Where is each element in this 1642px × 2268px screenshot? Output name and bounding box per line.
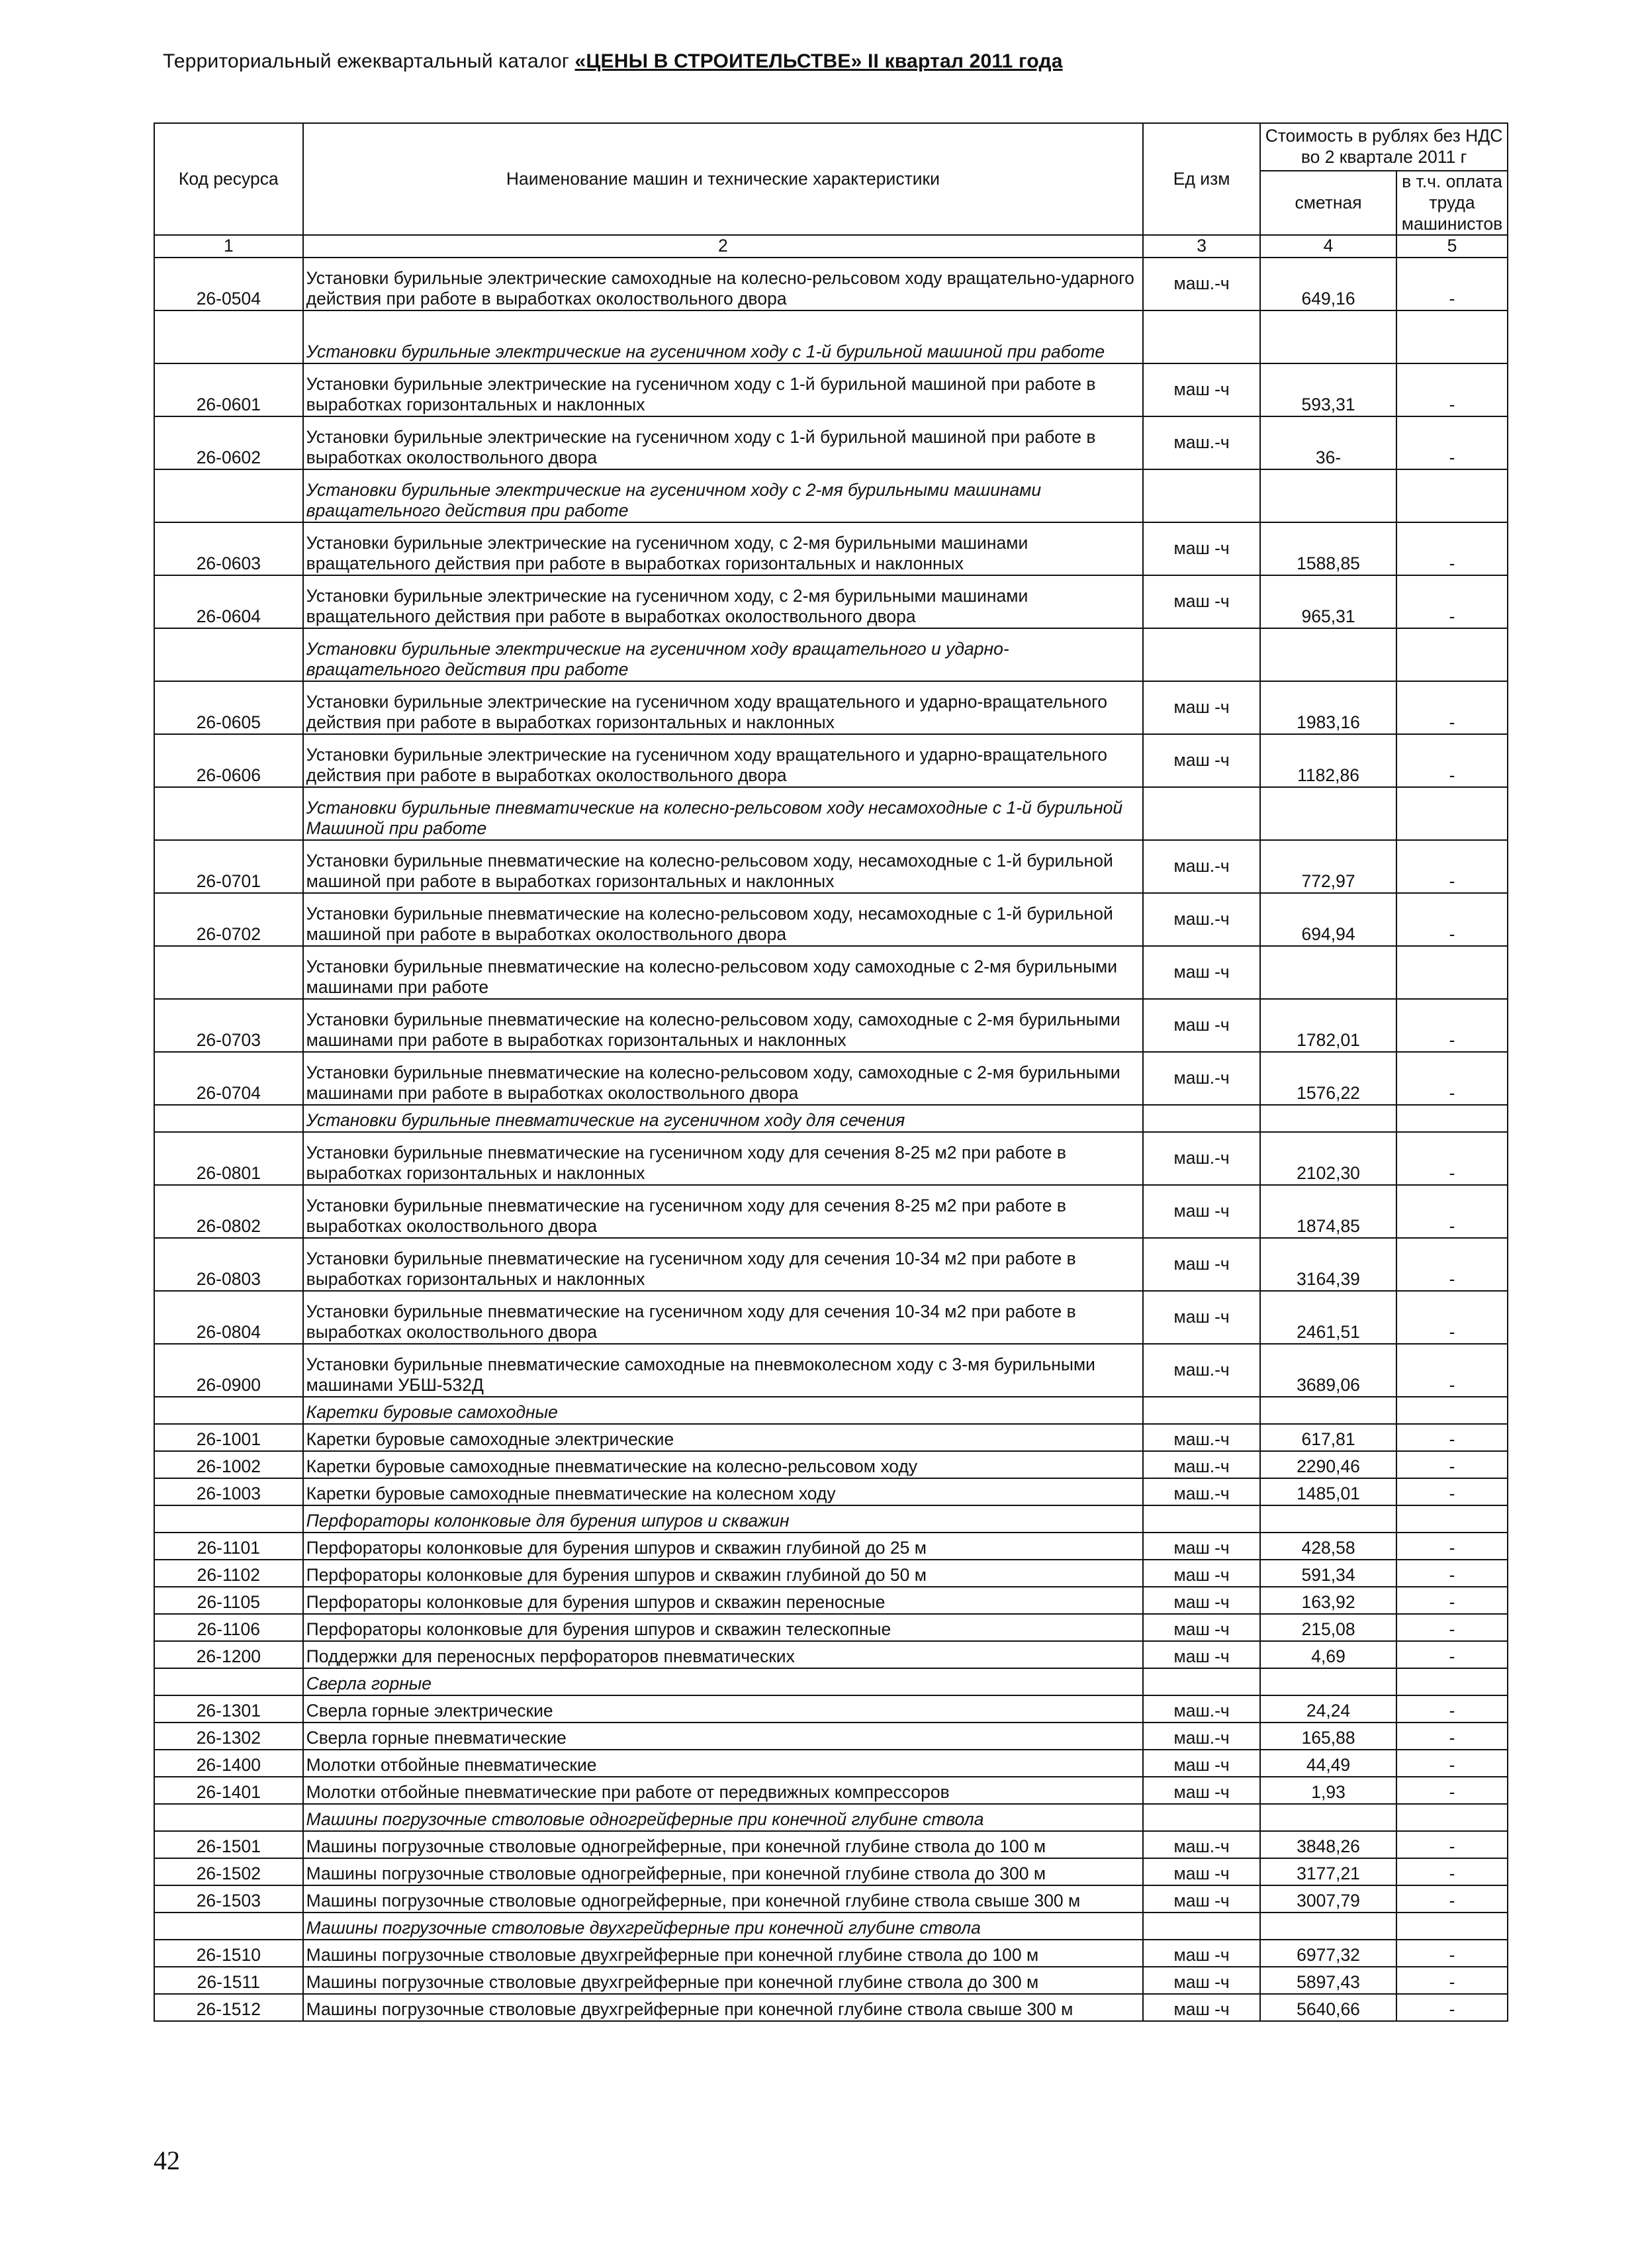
cell-price: 3164,39 — [1260, 1238, 1396, 1291]
table-row — [154, 1831, 1508, 1858]
col-header-machinists: в т.ч. оплата труда машинистов — [1396, 171, 1508, 235]
cell-code: 26-0804 — [154, 1291, 303, 1344]
cell-unit: маш.-ч — [1143, 416, 1260, 469]
cell-price: 1485,01 — [1260, 1478, 1396, 1505]
cell-mach: - — [1396, 363, 1508, 416]
cell-unit: маш -ч — [1143, 575, 1260, 628]
cell-mach: - — [1396, 1451, 1508, 1478]
cell-code: 26-1510 — [154, 1940, 303, 1967]
cell-unit: маш -ч — [1143, 1560, 1260, 1587]
cell-code: 26-1101 — [154, 1533, 303, 1560]
table-body — [154, 258, 1508, 2021]
cell-unit — [1143, 787, 1260, 840]
cell-mach: - — [1396, 1238, 1508, 1291]
cell-code — [154, 1804, 303, 1831]
cell-price — [1260, 1913, 1396, 1940]
cell-mach: - — [1396, 1291, 1508, 1344]
col-header-code: Код ресурса — [154, 123, 303, 235]
group-heading-row — [154, 1505, 1508, 1533]
cell-name: Установки бурильные пневматические на гусеничном ходу для сечения — [303, 1105, 1144, 1132]
cell-name: Каретки буровые самоходные пневматические на колесно-рельсовом ходу — [303, 1451, 1144, 1478]
cell-mach: - — [1396, 1132, 1508, 1185]
cell-mach: - — [1396, 1424, 1508, 1451]
cell-price: 3177,21 — [1260, 1858, 1396, 1885]
group-heading-row — [154, 628, 1508, 681]
cell-mach: - — [1396, 1940, 1508, 1967]
cell-unit: маш -ч — [1143, 1238, 1260, 1291]
cell-code: 26-1002 — [154, 1451, 303, 1478]
cell-name: Установки бурильные пневматические на колесно-рельсовом ходу, самоходные с 2-мя бурильными машинами при работе в выработках горизонтальных и наклонных — [303, 999, 1144, 1052]
cell-name: Установки бурильные электрические на гусеничном ходу вращательного и ударно-вращательного действия при работе — [303, 628, 1144, 681]
table-row — [154, 416, 1508, 469]
cell-code — [154, 1668, 303, 1695]
cell-mach: - — [1396, 1478, 1508, 1505]
cell-price: 617,81 — [1260, 1424, 1396, 1451]
cell-price: 593,31 — [1260, 363, 1396, 416]
cell-code: 26-1200 — [154, 1641, 303, 1668]
cell-mach — [1396, 1913, 1508, 1940]
cell-price: 694,94 — [1260, 893, 1396, 946]
cell-code: 26-1102 — [154, 1560, 303, 1587]
cell-name: Установки бурильные электрические на гусеничном ходу с 1-й бурильной машиной при работе в выработках горизонтальных и наклонных — [303, 363, 1144, 416]
table-row — [154, 363, 1508, 416]
cell-name: Установки бурильные пневматические на гусеничном ходу для сечения 10-34 м2 при работе в выработках околоствольного двора — [303, 1291, 1144, 1344]
cell-price — [1260, 1397, 1396, 1424]
cell-name: Установки бурильные электрические на гусеничном ходу, с 2-мя бурильными машинами вращательного действия при работе в выработках околоствольного двора — [303, 575, 1144, 628]
cell-unit: маш -ч — [1143, 1185, 1260, 1238]
cell-name: Молотки отбойные пневматические при работе от передвижных компрессоров — [303, 1777, 1144, 1804]
cell-mach: - — [1396, 1052, 1508, 1105]
cell-mach — [1396, 1397, 1508, 1424]
cell-price: 591,34 — [1260, 1560, 1396, 1587]
cell-mach: - — [1396, 522, 1508, 575]
cell-unit: маш.-ч — [1143, 893, 1260, 946]
cell-price: 3689,06 — [1260, 1344, 1396, 1397]
cell-price: 24,24 — [1260, 1695, 1396, 1723]
cell-price: 1874,85 — [1260, 1185, 1396, 1238]
cell-unit: маш -ч — [1143, 1614, 1260, 1641]
col-header-estimated: сметная — [1260, 171, 1396, 235]
cell-price — [1260, 1668, 1396, 1695]
cell-mach — [1396, 946, 1508, 999]
table-row — [154, 1478, 1508, 1505]
cell-price: 165,88 — [1260, 1723, 1396, 1750]
cell-mach: - — [1396, 681, 1508, 734]
cell-unit: маш -ч — [1143, 1750, 1260, 1777]
cell-name: Установки бурильные электрические на гусеничном ходу с 1-й бурильной машиной при работе — [303, 310, 1144, 363]
cell-price — [1260, 1804, 1396, 1831]
cell-name: Машины погрузочные стволовые одногрейферные, при конечной глубине ствола свыше 300 м — [303, 1885, 1144, 1913]
cell-price: 772,97 — [1260, 840, 1396, 893]
table-header — [154, 123, 1508, 258]
table-row — [154, 1132, 1508, 1185]
cell-price — [1260, 946, 1396, 999]
column-index: 3 — [1143, 235, 1260, 258]
cell-mach: - — [1396, 1533, 1508, 1560]
cell-code — [154, 946, 303, 999]
table-row — [154, 1587, 1508, 1614]
cell-unit — [1143, 1804, 1260, 1831]
cell-unit: маш.-ч — [1143, 1052, 1260, 1105]
cell-unit: маш -ч — [1143, 363, 1260, 416]
table-row — [154, 1451, 1508, 1478]
cell-code: 26-1003 — [154, 1478, 303, 1505]
cell-name: Установки бурильные пневматические самоходные на пневмоколесном ходу с 3-мя бурильными машинами УБШ-532Д — [303, 1344, 1144, 1397]
cell-mach — [1396, 1804, 1508, 1831]
cell-code: 26-0606 — [154, 734, 303, 787]
cell-code — [154, 787, 303, 840]
cell-price: 6977,32 — [1260, 1940, 1396, 1967]
table-row — [154, 1291, 1508, 1344]
column-index: 1 — [154, 235, 303, 258]
cell-price: 428,58 — [1260, 1533, 1396, 1560]
cell-unit: маш -ч — [1143, 734, 1260, 787]
cell-code: 26-1400 — [154, 1750, 303, 1777]
cell-name: Установки бурильные пневматические на гусеничном ходу для сечения 8-25 м2 при работе в выработках околоствольного двора — [303, 1185, 1144, 1238]
cell-name: Перфораторы колонковые для бурения шпуров и скважин глубиной до 25 м — [303, 1533, 1144, 1560]
cell-name: Каретки буровые самоходные электрические — [303, 1424, 1144, 1451]
cell-price: 1182,86 — [1260, 734, 1396, 787]
cell-name: Каретки буровые самоходные — [303, 1397, 1144, 1424]
table-row — [154, 1967, 1508, 1994]
cell-code: 26-0601 — [154, 363, 303, 416]
cell-unit — [1143, 1913, 1260, 1940]
group-heading-row — [154, 1804, 1508, 1831]
column-index-row — [154, 235, 1508, 258]
title-prefix: Территориальный ежеквартальный каталог — [163, 50, 575, 72]
cell-name: Поддержки для переносных перфораторов пневматических — [303, 1641, 1144, 1668]
cell-mach — [1396, 1105, 1508, 1132]
cell-mach: - — [1396, 1750, 1508, 1777]
cell-unit: маш.-ч — [1143, 1132, 1260, 1185]
cell-unit: маш.-ч — [1143, 1344, 1260, 1397]
cell-mach — [1396, 787, 1508, 840]
cell-code: 26-1501 — [154, 1831, 303, 1858]
cell-name: Установки бурильные электрические на гусеничном ходу с 2-мя бурильными машинами вращательного действия при работе — [303, 469, 1144, 522]
table-row — [154, 1777, 1508, 1804]
cell-price — [1260, 310, 1396, 363]
cell-price: 163,92 — [1260, 1587, 1396, 1614]
cell-mach: - — [1396, 1858, 1508, 1885]
cell-price — [1260, 628, 1396, 681]
cell-price — [1260, 1105, 1396, 1132]
cell-name: Установки бурильные пневматические на колесно-рельсовом ходу несамоходные с 1-й бурильной Машиной при работе — [303, 787, 1144, 840]
cell-unit: маш -ч — [1143, 1967, 1260, 1994]
table-row — [154, 1424, 1508, 1451]
cell-unit: маш -ч — [1143, 999, 1260, 1052]
table-row — [154, 946, 1508, 999]
cell-unit — [1143, 1397, 1260, 1424]
table-row — [154, 1750, 1508, 1777]
cell-mach — [1396, 310, 1508, 363]
cell-mach — [1396, 1668, 1508, 1695]
cell-name: Сверла горные электрические — [303, 1695, 1144, 1723]
table-row — [154, 1614, 1508, 1641]
cell-unit: маш -ч — [1143, 1940, 1260, 1967]
cell-mach: - — [1396, 1967, 1508, 1994]
cell-code: 26-0900 — [154, 1344, 303, 1397]
cell-unit — [1143, 1105, 1260, 1132]
table-row — [154, 1238, 1508, 1291]
cell-price — [1260, 787, 1396, 840]
cell-code: 26-0604 — [154, 575, 303, 628]
cell-name: Машины погрузочные стволовые одногрейферные при конечной глубине ствола — [303, 1804, 1144, 1831]
cell-name: Установки бурильные пневматические на колесно-рельсовом ходу, самоходные с 2-мя бурильными машинами при работе в выработках околоствольного двора — [303, 1052, 1144, 1105]
table-row — [154, 575, 1508, 628]
cell-price — [1260, 1505, 1396, 1533]
cell-code — [154, 1505, 303, 1533]
cell-name: Машины погрузочные стволовые двухгрейферные при конечной глубине ствола до 300 м — [303, 1967, 1144, 1994]
cell-code: 26-0803 — [154, 1238, 303, 1291]
cell-price: 5897,43 — [1260, 1967, 1396, 1994]
group-heading-row — [154, 1105, 1508, 1132]
cell-price: 3848,26 — [1260, 1831, 1396, 1858]
table-row — [154, 1641, 1508, 1668]
cell-mach — [1396, 1505, 1508, 1533]
cell-name: Установки бурильные пневматические на гусеничном ходу для сечения 8-25 м2 при работе в выработках горизонтальных и наклонных — [303, 1132, 1144, 1185]
cell-code: 26-0603 — [154, 522, 303, 575]
title-main: «ЦЕНЫ В СТРОИТЕЛЬСТВЕ» II квартал 2011 года — [574, 50, 1063, 72]
cell-unit — [1143, 1505, 1260, 1533]
col-header-unit: Ед изм — [1143, 123, 1260, 235]
cell-code: 26-0703 — [154, 999, 303, 1052]
cell-name: Перфораторы колонковые для бурения шпуров и скважин переносные — [303, 1587, 1144, 1614]
cell-name: Перфораторы колонковые для бурения шпуров и скважин глубиной до 50 м — [303, 1560, 1144, 1587]
cell-code: 26-1502 — [154, 1858, 303, 1885]
cell-name: Машины погрузочные стволовые одногрейферные, при конечной глубине ствола до 300 м — [303, 1858, 1144, 1885]
table-row — [154, 1560, 1508, 1587]
cell-code: 26-1503 — [154, 1885, 303, 1913]
cell-code: 26-1302 — [154, 1723, 303, 1750]
cell-price: 3007,79 — [1260, 1885, 1396, 1913]
cell-price — [1260, 469, 1396, 522]
cell-code: 26-0801 — [154, 1132, 303, 1185]
cell-price: 36- — [1260, 416, 1396, 469]
cell-unit: маш -ч — [1143, 1291, 1260, 1344]
cell-code — [154, 1913, 303, 1940]
cell-mach: - — [1396, 1831, 1508, 1858]
cell-mach: - — [1396, 1344, 1508, 1397]
cell-code — [154, 310, 303, 363]
cell-code: 26-1106 — [154, 1614, 303, 1641]
cell-price: 1,93 — [1260, 1777, 1396, 1804]
cell-unit: маш.-ч — [1143, 840, 1260, 893]
cell-unit: маш.-ч — [1143, 1478, 1260, 1505]
cell-name: Машины погрузочные стволовые двухгрейферные при конечной глубине ствола до 100 м — [303, 1940, 1144, 1967]
cell-name: Молотки отбойные пневматические — [303, 1750, 1144, 1777]
cell-unit — [1143, 628, 1260, 681]
cell-code: 26-1512 — [154, 1994, 303, 2021]
cell-mach — [1396, 469, 1508, 522]
cell-unit — [1143, 1668, 1260, 1695]
cell-price: 1983,16 — [1260, 681, 1396, 734]
cell-price: 2102,30 — [1260, 1132, 1396, 1185]
cell-mach: - — [1396, 999, 1508, 1052]
cell-mach: - — [1396, 1641, 1508, 1668]
cell-code — [154, 628, 303, 681]
cell-name: Установки бурильные электрические на гусеничном ходу с 1-й бурильной машиной при работе в выработках околоствольного двора — [303, 416, 1144, 469]
cell-name: Каретки буровые самоходные пневматические на колесном ходу — [303, 1478, 1144, 1505]
cell-name: Установки бурильные пневматические на колесно-рельсовом ходу самоходные с 2-мя бурильными машинами при работе — [303, 946, 1144, 999]
page-title — [163, 50, 1063, 73]
group-heading-row — [154, 1668, 1508, 1695]
price-table — [154, 122, 1508, 2022]
table-row — [154, 893, 1508, 946]
cell-mach: - — [1396, 416, 1508, 469]
page-number: 42 — [154, 2146, 180, 2175]
cell-code: 26-0605 — [154, 681, 303, 734]
table-row — [154, 1994, 1508, 2021]
cell-mach: - — [1396, 1560, 1508, 1587]
table-row — [154, 999, 1508, 1052]
cell-code: 26-1511 — [154, 1967, 303, 1994]
cell-code — [154, 1397, 303, 1424]
cell-code: 26-0701 — [154, 840, 303, 893]
cell-price: 1588,85 — [1260, 522, 1396, 575]
cell-name: Машины погрузочные стволовые двухгрейферные при конечной глубине ствола — [303, 1913, 1144, 1940]
cell-name: Перфораторы колонковые для бурения шпуров и скважин — [303, 1505, 1144, 1533]
cell-mach: - — [1396, 1723, 1508, 1750]
table-row — [154, 1858, 1508, 1885]
cell-unit: маш.-ч — [1143, 1695, 1260, 1723]
cell-unit: маш -ч — [1143, 522, 1260, 575]
cell-unit: маш -ч — [1143, 1587, 1260, 1614]
cell-unit: маш.-ч — [1143, 258, 1260, 310]
cell-unit: маш -ч — [1143, 1858, 1260, 1885]
table-row — [154, 1723, 1508, 1750]
table-row — [154, 1344, 1508, 1397]
cell-name: Установки бурильные электрические на гусеничном ходу вращательного и ударно-вращательного действия при работе в выработках горизонтальных и наклонных — [303, 681, 1144, 734]
cell-unit: маш.-ч — [1143, 1831, 1260, 1858]
group-heading-row — [154, 469, 1508, 522]
cell-code: 26-1301 — [154, 1695, 303, 1723]
cell-price: 5640,66 — [1260, 1994, 1396, 2021]
col-header-cost: Стоимость в рублях без НДС во 2 квартале 2011 г — [1260, 123, 1508, 171]
cell-unit: маш -ч — [1143, 946, 1260, 999]
cell-code: 26-0702 — [154, 893, 303, 946]
cell-mach: - — [1396, 575, 1508, 628]
table-row — [154, 840, 1508, 893]
col-header-name: Наименование машин и технические характеристики — [303, 123, 1144, 235]
cell-price: 1576,22 — [1260, 1052, 1396, 1105]
cell-unit: маш.-ч — [1143, 1424, 1260, 1451]
cell-code: 26-1105 — [154, 1587, 303, 1614]
cell-mach: - — [1396, 258, 1508, 310]
cell-code — [154, 1105, 303, 1132]
cell-name: Установки бурильные электрические на гусеничном ходу, с 2-мя бурильными машинами вращательного действия при работе в выработках горизонтальных и наклонных — [303, 522, 1144, 575]
cell-code — [154, 469, 303, 522]
cell-price: 44,49 — [1260, 1750, 1396, 1777]
cell-name: Машины погрузочные стволовые одногрейферные, при конечной глубине ствола до 100 м — [303, 1831, 1144, 1858]
cell-unit — [1143, 469, 1260, 522]
cell-unit: маш -ч — [1143, 1885, 1260, 1913]
cell-name: Сверла горные — [303, 1668, 1144, 1695]
cell-mach: - — [1396, 734, 1508, 787]
table-row — [154, 1940, 1508, 1967]
cell-mach: - — [1396, 1614, 1508, 1641]
cell-name: Установки бурильные электрические на гусеничном ходу вращательного и ударно-вращательного действия при работе в выработках околоствольного двора — [303, 734, 1144, 787]
table-row — [154, 1695, 1508, 1723]
cell-code: 26-1401 — [154, 1777, 303, 1804]
column-index: 4 — [1260, 235, 1396, 258]
group-heading-row — [154, 310, 1508, 363]
cell-price: 965,31 — [1260, 575, 1396, 628]
table-row — [154, 1185, 1508, 1238]
cell-name: Установки бурильные электрические самоходные на колесно-рельсовом ходу вращательно-ударного действия при работе в выработках околоствольного двора — [303, 258, 1144, 310]
table-row — [154, 258, 1508, 310]
cell-name: Установки бурильные пневматические на колесно-рельсовом ходу, несамоходные с 1-й бурильной машиной при работе в выработках горизонтальных и наклонных — [303, 840, 1144, 893]
cell-unit: маш -ч — [1143, 681, 1260, 734]
cell-code: 26-0802 — [154, 1185, 303, 1238]
cell-name: Перфораторы колонковые для бурения шпуров и скважин телескопные — [303, 1614, 1144, 1641]
cell-code: 26-0504 — [154, 258, 303, 310]
cell-mach: - — [1396, 1777, 1508, 1804]
cell-price: 1782,01 — [1260, 999, 1396, 1052]
cell-mach: - — [1396, 893, 1508, 946]
cell-name: Установки бурильные пневматические на гусеничном ходу для сечения 10-34 м2 при работе в выработках горизонтальных и наклонных — [303, 1238, 1144, 1291]
cell-price: 2461,51 — [1260, 1291, 1396, 1344]
cell-price: 2290,46 — [1260, 1451, 1396, 1478]
column-index: 5 — [1396, 235, 1508, 258]
cell-unit: маш -ч — [1143, 1994, 1260, 2021]
cell-unit: маш -ч — [1143, 1641, 1260, 1668]
cell-mach: - — [1396, 1994, 1508, 2021]
group-heading-row — [154, 787, 1508, 840]
cell-code: 26-0704 — [154, 1052, 303, 1105]
cell-code: 26-0602 — [154, 416, 303, 469]
cell-unit: маш.-ч — [1143, 1451, 1260, 1478]
cell-name: Машины погрузочные стволовые двухгрейферные при конечной глубине ствола свыше 300 м — [303, 1994, 1144, 2021]
cell-unit — [1143, 310, 1260, 363]
cell-mach: - — [1396, 1587, 1508, 1614]
table-row — [154, 1885, 1508, 1913]
cell-price: 4,69 — [1260, 1641, 1396, 1668]
table-row — [154, 681, 1508, 734]
cell-mach: - — [1396, 1695, 1508, 1723]
cell-mach — [1396, 628, 1508, 681]
group-heading-row — [154, 1397, 1508, 1424]
cell-unit: маш -ч — [1143, 1777, 1260, 1804]
column-index: 2 — [303, 235, 1144, 258]
table-row — [154, 1052, 1508, 1105]
cell-price: 215,08 — [1260, 1614, 1396, 1641]
table-row — [154, 522, 1508, 575]
table-row — [154, 734, 1508, 787]
group-heading-row — [154, 1913, 1508, 1940]
cell-unit: маш -ч — [1143, 1533, 1260, 1560]
table-row — [154, 1533, 1508, 1560]
cell-price: 649,16 — [1260, 258, 1396, 310]
cell-mach: - — [1396, 840, 1508, 893]
cell-mach: - — [1396, 1885, 1508, 1913]
cell-name: Установки бурильные пневматические на колесно-рельсовом ходу, несамоходные с 1-й бурильной машиной при работе в выработках околоствольного двора — [303, 893, 1144, 946]
cell-name: Сверла горные пневматические — [303, 1723, 1144, 1750]
cell-mach: - — [1396, 1185, 1508, 1238]
cell-unit: маш.-ч — [1143, 1723, 1260, 1750]
cell-code: 26-1001 — [154, 1424, 303, 1451]
